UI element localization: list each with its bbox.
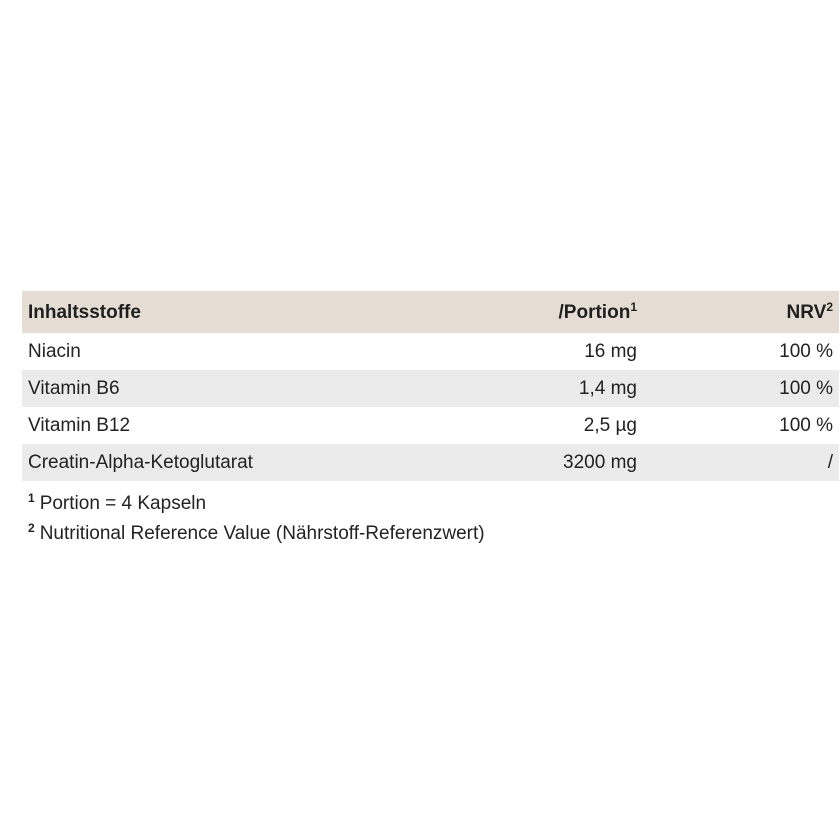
footnotes	[28, 489, 485, 549]
header-nrv	[639, 291, 839, 333]
ingredient-nrv: /	[827, 452, 833, 473]
footnote-marker: 2	[28, 521, 35, 535]
table-body	[22, 333, 839, 481]
header-row	[22, 291, 839, 333]
table-row	[22, 444, 839, 481]
header-portion-label: /Portion	[558, 301, 631, 323]
ingredient-name: Niacin	[28, 341, 81, 362]
table-row	[22, 407, 839, 444]
ingredient-name: Creatin-Alpha-Ketoglutarat	[28, 452, 253, 473]
header-portion-footnote-marker: 1	[630, 299, 637, 314]
header-ingredients	[22, 291, 434, 333]
table-header	[22, 291, 839, 333]
table-row	[22, 370, 839, 407]
footnote-text: Portion = 4 Kapseln	[39, 493, 207, 514]
header-nrv-footnote-marker: 2	[826, 299, 833, 314]
ingredient-portion: 1,4 mg	[578, 378, 637, 399]
footnote-nrv	[28, 519, 485, 549]
ingredient-portion: 2,5 µg	[583, 415, 637, 436]
header-portion	[434, 291, 639, 333]
footnote-text: Nutritional Reference Value (Nährstoff-Referenzwert)	[39, 523, 485, 544]
ingredient-name: Vitamin B6	[28, 378, 120, 399]
footnote-portion	[28, 489, 485, 519]
footnote-marker: 1	[28, 491, 35, 505]
ingredient-name: Vitamin B12	[28, 415, 131, 436]
header-ingredients-label: Inhaltsstoffe	[28, 301, 141, 323]
ingredient-portion: 16 mg	[584, 341, 637, 362]
ingredient-nrv: 100 %	[779, 378, 833, 399]
ingredient-portion: 3200 mg	[563, 452, 637, 473]
ingredient-nrv: 100 %	[779, 341, 833, 362]
table-row	[22, 333, 839, 370]
header-nrv-label: NRV	[786, 301, 827, 323]
nutrition-table	[22, 291, 839, 481]
ingredient-nrv: 100 %	[779, 415, 833, 436]
